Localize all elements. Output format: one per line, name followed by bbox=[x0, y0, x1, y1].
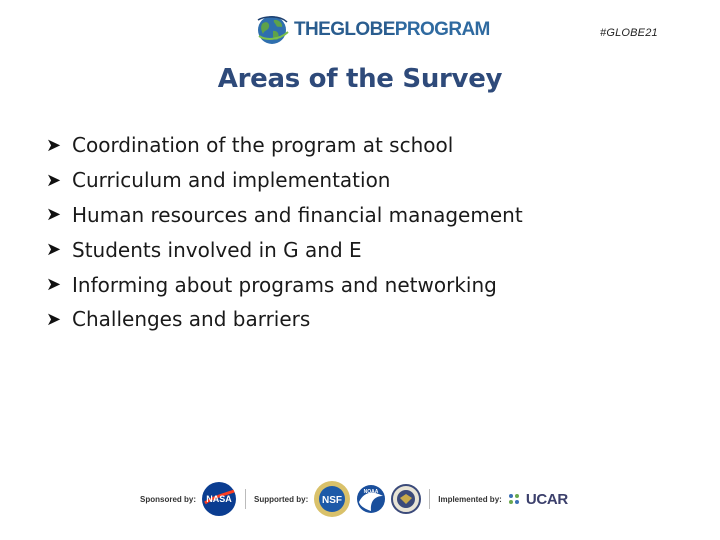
arrow-bullet-icon: ➤ bbox=[46, 134, 62, 156]
list-item bbox=[46, 302, 523, 337]
list-item bbox=[46, 232, 523, 267]
nasa-logo-icon bbox=[201, 481, 237, 517]
logo-wordmark bbox=[294, 19, 490, 41]
globe-program-logo bbox=[256, 14, 490, 46]
list-item-text: Informing about programs and networking bbox=[72, 272, 497, 297]
survey-areas-list bbox=[46, 128, 523, 337]
arrow-bullet-icon: ➤ bbox=[46, 308, 62, 330]
ucar-logo-text: UCAR bbox=[525, 490, 568, 508]
hashtag: #GLOBE21 bbox=[600, 27, 658, 39]
logo-globe: GLOBE bbox=[330, 19, 395, 40]
arrow-bullet-icon: ➤ bbox=[46, 204, 62, 226]
divider bbox=[245, 489, 246, 509]
arrow-bullet-icon: ➤ bbox=[46, 239, 62, 261]
list-item-text: Curriculum and implementation bbox=[72, 168, 391, 193]
ucar-logo-icon bbox=[507, 492, 521, 506]
nsf-logo-text: NSF bbox=[322, 495, 343, 506]
list-item bbox=[46, 198, 523, 233]
logo-program: PROGRAM bbox=[394, 19, 490, 40]
nsf-logo-icon bbox=[313, 480, 351, 518]
list-item-text: Coordination of the program at school bbox=[72, 133, 454, 158]
state-department-seal-icon bbox=[391, 484, 421, 514]
noaa-logo-icon bbox=[356, 484, 386, 514]
arrow-bullet-icon: ➤ bbox=[46, 169, 62, 191]
supported-label: Supported by: bbox=[254, 494, 309, 504]
sponsor-footer bbox=[140, 474, 568, 524]
arrow-bullet-icon: ➤ bbox=[46, 274, 62, 296]
list-item-text: Students involved in G and E bbox=[72, 237, 362, 262]
list-item bbox=[46, 128, 523, 163]
sponsored-label: Sponsored by: bbox=[140, 494, 197, 504]
divider bbox=[429, 489, 430, 509]
list-item bbox=[46, 163, 523, 198]
logo-the: THE bbox=[294, 19, 331, 40]
list-item-text: Challenges and barriers bbox=[72, 307, 311, 332]
list-item bbox=[46, 267, 523, 302]
noaa-logo-text: NOAA bbox=[363, 489, 379, 495]
implemented-label: Implemented by: bbox=[438, 494, 502, 504]
globe-icon bbox=[256, 14, 290, 46]
list-item-text: Human resources and financial management bbox=[72, 202, 523, 227]
page-title: Areas of the Survey bbox=[217, 64, 503, 94]
nasa-logo-text: NASA bbox=[206, 494, 232, 504]
